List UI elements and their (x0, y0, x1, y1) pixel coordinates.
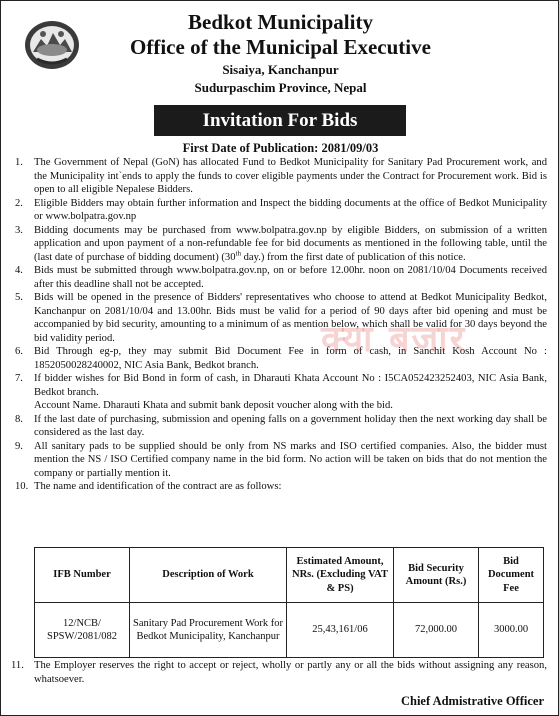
watermark-logo: क्या बजार (321, 319, 467, 360)
item-number: 8. (15, 413, 23, 425)
item-number: 2. (15, 197, 23, 209)
item-text: Bidding documents may be purchased from www.bolpatra.gov.np by eligible Bidders, on submission of a written application and upon payment of a non-refundable fee for bid documents as mentioned in the following table, until the (last date of purchase of bidding document) (30 (34, 224, 547, 263)
item-text: Bids will be opened in the presence of Bidders' representatives who choose to attend at Bedkot Municipality Bedkot, Kanchanpur on 2081/10/04 and 13.00hr. Bids must be valid for a period of 90 days after bid opening and must be accompanied by bid security, amounting to a minimum of as mention below, which shall be valid for 30 days beyond the bid validity period. (34, 292, 547, 344)
item-text: All sanitary pads to be supplied should be only from NS marks and ISO certified companies. Also, the bidder must mention the NS / ISO Certified company name in the bid form. No action will be taken on bids that do not mention the company or partially mention it. (34, 440, 547, 479)
list-item (9, 372, 547, 413)
item-number: 5. (15, 292, 23, 303)
item-text: Bid Through eg-p, they may submit Bid Document Fee in form of cash, in Sanchit Kosh Account No : 1852050028240002, NIC Asia Bank, Bedkot branch. (34, 346, 547, 371)
address-line-1: Sisaiya, Kanchanpur (222, 62, 339, 77)
list-item (9, 413, 547, 440)
publication-date: First Date of Publication: 2081/09/03 (182, 141, 379, 155)
account-name-text: Account Name. Dharauti Khata and submit bank deposit voucher along with the bid. (34, 400, 393, 411)
list-item (9, 224, 547, 265)
item-number: 7. (15, 373, 23, 384)
item-text: If the last date of purchasing, submission and opening falls on a government holiday then the next working day shall be considered as the last day. (34, 413, 547, 438)
item-number: 3. (15, 224, 23, 236)
list-item (9, 480, 547, 494)
address-line-2: Sudurpaschim Province, Nepal (194, 80, 367, 95)
item-number: 4. (15, 265, 23, 276)
table-row (35, 603, 544, 658)
cell-bid-security: 72,000.00 (394, 603, 479, 658)
item-text-cont: day.) from the first date of publication of this notice. (240, 251, 466, 263)
signature-title: Chief Admistrative Officer (400, 694, 544, 708)
col-document-fee: Bid Document Fee (479, 548, 544, 603)
item-number: 9. (15, 440, 23, 452)
cell-description: Sanitary Pad Procurement Work for Bedkot Municipality, Kanchanpur (130, 603, 287, 658)
item-number: 11. (11, 660, 24, 671)
col-bid-security: Bid Security Amount (Rs.) (394, 548, 479, 603)
item-text: Eligible Bidders may obtain further information and Inspect the bidding documents at the office of Bedkot Municipality or www.bolpatra.gov.np (34, 197, 547, 222)
col-description: Description of Work (130, 548, 287, 603)
cell-estimated-amount: 25,43,161/06 (287, 603, 394, 658)
item-text: The name and identification of the contract are as follows: (34, 481, 282, 492)
municipality-name: Bedkot Municipality (188, 10, 373, 34)
list-item (9, 197, 547, 224)
notice-items-end (9, 659, 547, 686)
table-header-row (35, 548, 544, 603)
contract-table (34, 547, 544, 658)
item-number: 1. (15, 157, 23, 168)
cell-document-fee: 3000.00 (479, 603, 544, 658)
office-name: Office of the Municipal Executive (130, 35, 431, 59)
col-estimated-amount: Estimated Amount, NRs. (Excluding VAT & PS) (287, 548, 394, 603)
item-text: The Employer reserves the right to accept or reject, wholly or partly any or all the bids without assigning any reason, whatsoever. (34, 660, 547, 685)
list-item (9, 659, 547, 686)
item-number: 10. (15, 481, 29, 492)
item-text: Bids must be submitted through www.bolpatra.gov.np, on or before 12.00hr. noon on 2081/10/04 Documents received after this deadline shall not be accepted. (34, 265, 547, 290)
item-number: 6. (15, 346, 23, 357)
cell-ifb-number: 12/NCB/ SPSW/2081/082 (35, 603, 130, 658)
item-superscript: th (235, 248, 241, 257)
list-item (9, 156, 547, 197)
list-item (9, 440, 547, 481)
invitation-banner: Invitation For Bids (154, 105, 406, 136)
item-text: If bidder wishes for Bid Bond in form of cash, in Dharauti Khata Account No : I5CA052423252403, NIC Asia Bank, Bedkot branch. (34, 373, 547, 398)
list-item (9, 264, 547, 291)
item-text: The Government of Nepal (GoN) has allocated Fund to Bedkot Municipality for Sanitary Pad Procurement work, and the Municipality int`ends to apply the funds to cover eligible payments under the Contract for Procurement work. Bid is open to all eligible Nepalese Bidders. (34, 157, 547, 195)
col-ifb-number: IFB Number (35, 548, 130, 603)
